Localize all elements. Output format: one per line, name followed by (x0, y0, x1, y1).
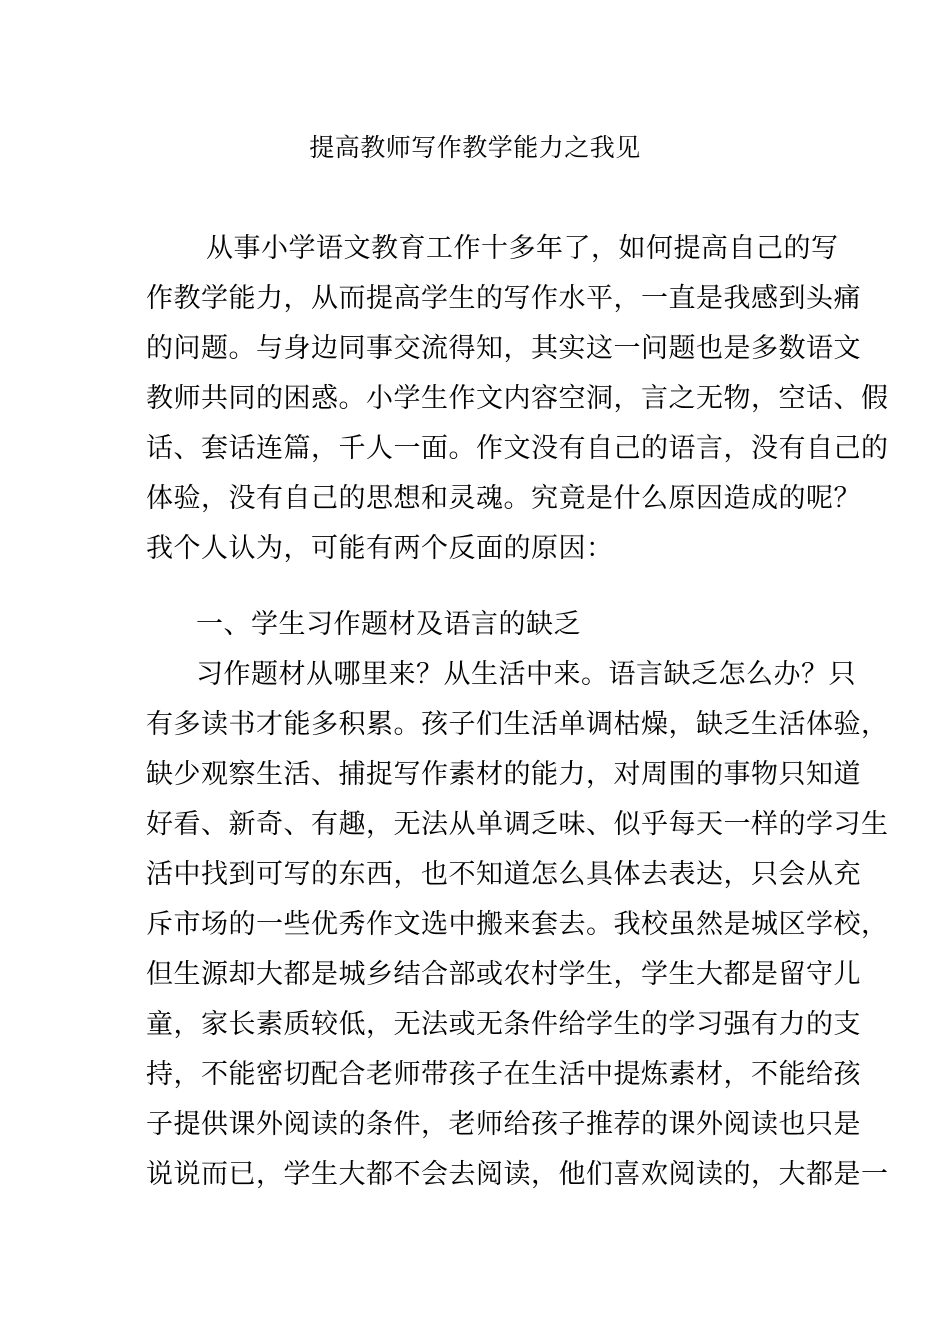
paragraph-line: 从事小学语文教育工作十多年了，如何提高自己的写 (206, 233, 839, 264)
paragraph-line: 的问题。与身边同事交流得知，其实这一问题也是多数语文 (146, 333, 861, 364)
paragraph-line: 子提供课外阅读的条件，老师给孩子推荐的课外阅读也只是 (146, 1109, 861, 1140)
paragraph-line: 有多读书才能多积累。孩子们生活单调枯燥，缺乏生活体验， (146, 709, 889, 740)
paragraph-line: 但生源却大都是城乡结合部或农村学生，学生大都是留守儿 (146, 959, 861, 990)
paragraph-line: 好看、新奇、有趣，无法从单调乏味、似乎每天一样的学习生 (146, 809, 889, 840)
paragraph-line: 童，家长素质较低，无法或无条件给学生的学习强有力的支 (146, 1009, 861, 1040)
paragraph-line: 斥市场的一些优秀作文选中搬来套去。我校虽然是城区学校， (146, 909, 889, 940)
section-heading: 一、学生习作题材及语言的缺乏 (196, 609, 581, 640)
paragraph-line: 话、套话连篇，千人一面。作文没有自己的语言，没有自己的 (146, 433, 889, 464)
document-title: 提高教师写作教学能力之我见 (309, 133, 641, 162)
paragraph-line: 缺少观察生活、捕捉写作素材的能力，对周围的事物只知道 (146, 759, 861, 790)
paragraph-line: 我个人认为，可能有两个反面的原因： (146, 533, 614, 564)
paragraph-line: 习作题材从哪里来？从生活中来。语言缺乏怎么办？只 (196, 659, 856, 690)
paragraph-line: 作教学能力，从而提高学生的写作水平，一直是我感到头痛 (146, 283, 861, 314)
paragraph-line: 活中找到可写的东西，也不知道怎么具体去表达，只会从充 (146, 859, 861, 890)
paragraph-line: 教师共同的困惑。小学生作文内容空洞，言之无物，空话、假 (146, 383, 889, 414)
paragraph-line: 体验，没有自己的思想和灵魂。究竟是什么原因造成的呢？ (146, 483, 861, 514)
paragraph-line: 说说而已，学生大都不会去阅读，他们喜欢阅读的，大都是一 (146, 1159, 889, 1190)
paragraph-line: 持，不能密切配合老师带孩子在生活中提炼素材，不能给孩 (146, 1059, 861, 1090)
